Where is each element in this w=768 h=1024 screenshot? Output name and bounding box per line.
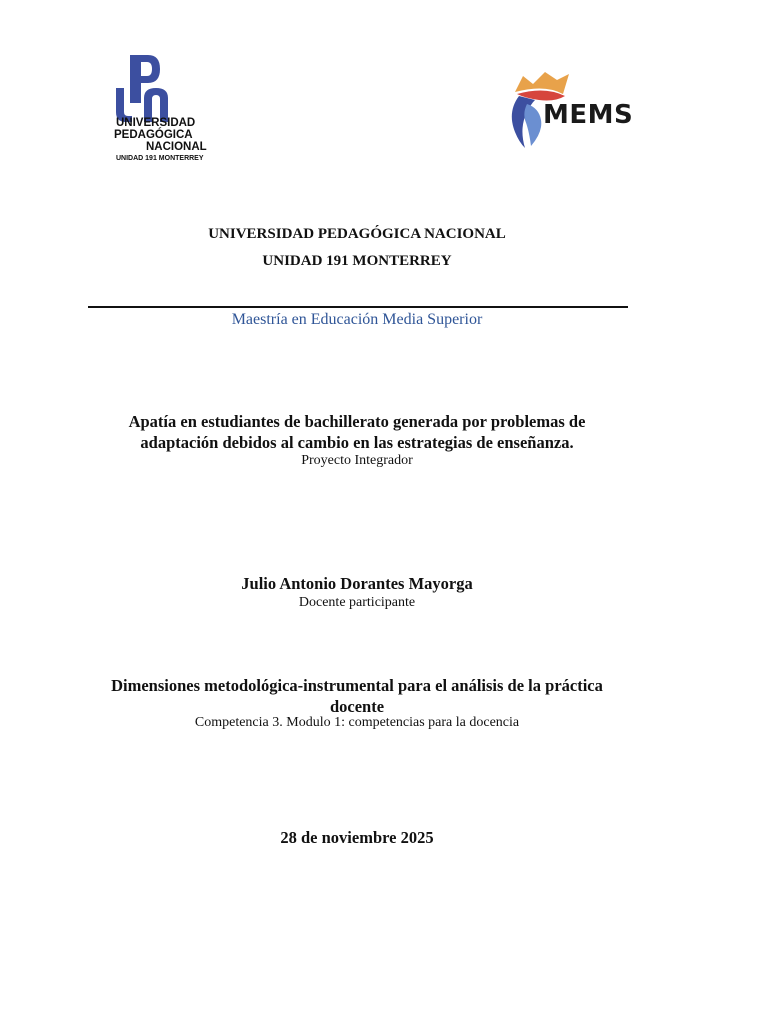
mems-logo-text: MEMS [543,100,634,130]
upn-logo-line1: UNIVERSIDAD [116,117,196,129]
course-title [0,675,714,717]
program-name: Maestría en Educación Media Superior [231,311,483,328]
author-name: Julio Antonio Dorantes Mayorga [241,574,473,593]
header-divider [88,306,628,308]
upn-logo-line2: PEDAGÓGICA [114,129,193,141]
project-title [0,411,714,453]
author-role: Docente participante [298,595,416,610]
course-title-line2: docente [329,697,385,716]
course-subtitle: Competencia 3. Modulo 1: competencias para la docencia [194,715,520,730]
institution-name: UNIVERSIDAD PEDAGÓGICA NACIONAL [208,226,506,242]
project-title-line2: adaptación debidos al cambio en las estrategias de enseñanza. [140,433,574,452]
document-date: 28 de noviembre 2025 [280,828,434,847]
upn-logo-line4: UNIDAD 191 MONTERREY [116,155,204,162]
upn-logo-line3: NACIONAL [146,141,207,153]
project-type: Proyecto Integrador [301,453,413,468]
institution-unit: UNIDAD 191 MONTERREY [262,253,452,269]
course-title-line1: Dimensiones metodológica-instrumental para el análisis de la práctica [111,676,603,695]
project-title-line1: Apatía en estudiantes de bachillerato generada por problemas de [128,412,586,431]
